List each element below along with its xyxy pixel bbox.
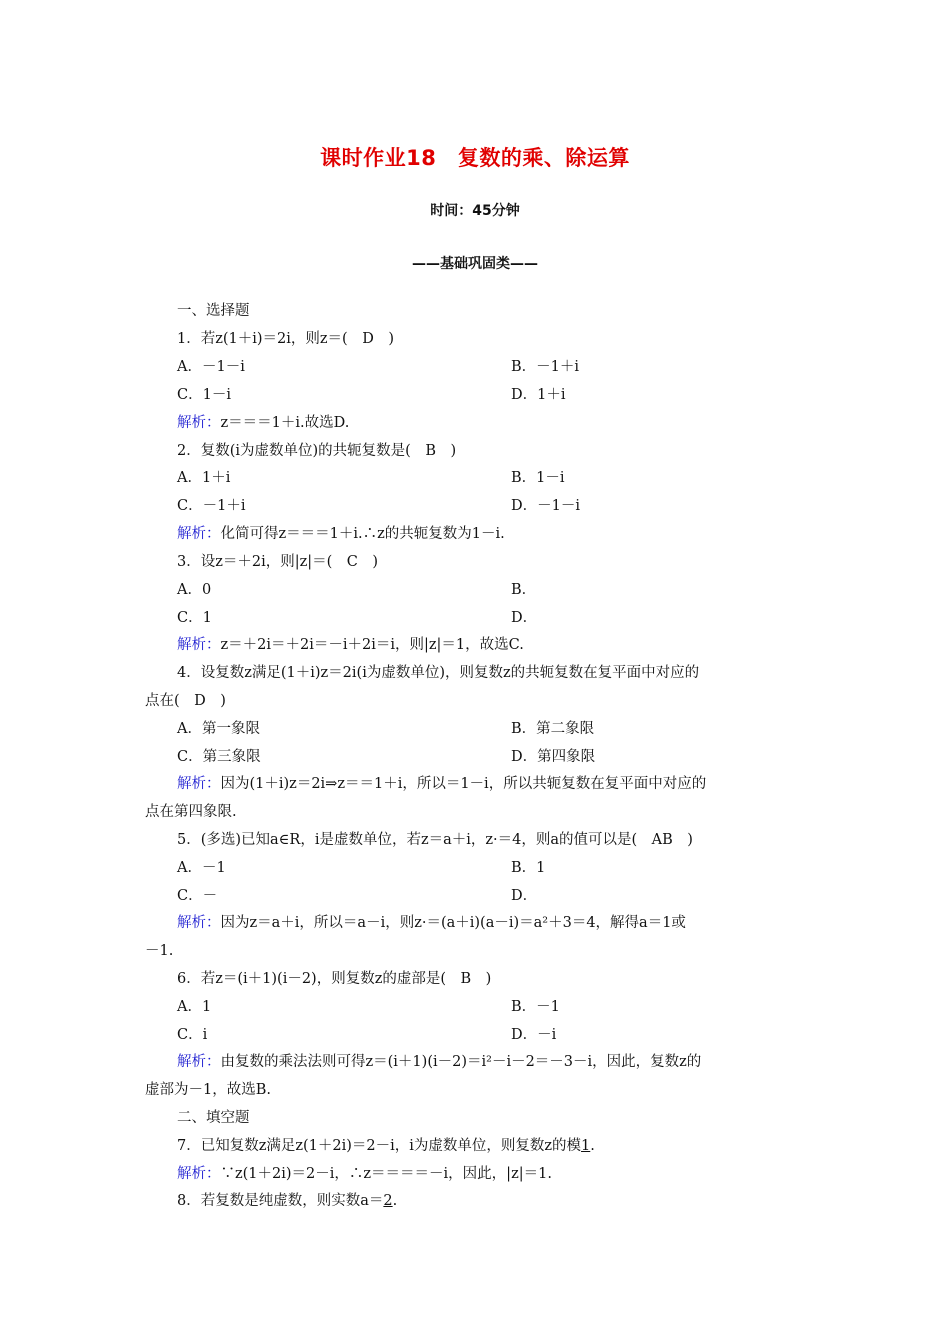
question-4-option-b: B．第二象限 bbox=[511, 721, 595, 737]
question-3-option-a: A．0 bbox=[177, 582, 212, 598]
question-1-option-a: A．－1－i bbox=[177, 359, 245, 375]
question-1-option-c: C．1－i bbox=[177, 387, 231, 403]
question-6-solution-cont: 虚部为－1，故选B. bbox=[145, 1082, 271, 1098]
question-4-option-c: C．第三象限 bbox=[177, 749, 261, 765]
question-5-stem: 5．(多选)已知a∈R，i是虚数单位，若z＝a＋i，z·＝4，则a的值可以是( AB ) bbox=[177, 832, 693, 848]
question-8-stem bbox=[177, 1191, 397, 1211]
solution-text: 化简可得z＝＝＝1＋i.∴z的共轭复数为1－i. bbox=[220, 526, 505, 542]
solution-text: z＝＝＝1＋i.故选D. bbox=[220, 415, 350, 431]
solution-label: 解析： bbox=[177, 415, 221, 431]
question-4-solution bbox=[177, 774, 706, 794]
question-3-solution bbox=[177, 635, 524, 655]
solution-label: 解析： bbox=[177, 776, 221, 792]
question-1-solution bbox=[177, 413, 349, 433]
solution-text: 因为(1＋i)z＝2i⇒z＝＝1＋i，所以＝1－i，所以共轭复数在复平面中对应的 bbox=[220, 776, 707, 792]
question-3-option-d: D． bbox=[511, 610, 538, 626]
question-7-stem bbox=[177, 1136, 595, 1156]
question-4-stem: 4．设复数z满足(1＋i)z＝2i(i为虚数单位)，则复数z的共轭复数在复平面中对应的 bbox=[177, 665, 700, 681]
solution-label: 解析： bbox=[177, 526, 221, 542]
question-4-option-d: D．第四象限 bbox=[511, 749, 596, 765]
part-heading-choice: 一、选择题 bbox=[177, 303, 250, 319]
question-5-option-b: B．1 bbox=[511, 860, 546, 876]
question-4-solution-cont: 点在第四象限. bbox=[145, 804, 237, 820]
question-4-option-a: A．第一象限 bbox=[177, 721, 260, 737]
solution-label: 解析： bbox=[177, 1054, 221, 1070]
question-4-stem-cont: 点在( D ) bbox=[145, 693, 226, 709]
question-2-option-c: C．－1＋i bbox=[177, 498, 246, 514]
question-5-option-a: A．－1 bbox=[177, 860, 226, 876]
question-7-answer: 1 bbox=[581, 1138, 591, 1154]
question-5-solution bbox=[177, 913, 686, 933]
question-7-solution bbox=[177, 1164, 552, 1184]
question-8-answer: 2 bbox=[383, 1193, 393, 1209]
solution-text: 因为z＝a＋i，所以＝a－i，则z·＝(a＋i)(a－i)＝a²＋3＝4，解得a＝1或 bbox=[220, 915, 686, 931]
solution-label: 解析： bbox=[177, 637, 221, 653]
solution-label: 解析： bbox=[177, 915, 221, 931]
section-heading: ——基础巩固类—— bbox=[412, 256, 538, 272]
question-2-stem: 2．复数(i为虚数单位)的共轭复数是( B ) bbox=[177, 443, 457, 459]
question-6-option-c: C．i bbox=[177, 1027, 208, 1043]
question-3-option-c: C．1 bbox=[177, 610, 212, 626]
question-1-stem: 1．若z(1＋i)＝2i，则z＝( D ) bbox=[177, 331, 394, 347]
question-3-option-b: B． bbox=[511, 582, 537, 598]
question-5-solution-cont: －1. bbox=[145, 943, 174, 959]
question-5-option-c: C．－ bbox=[177, 888, 218, 904]
question-2-option-b: B．1－i bbox=[511, 470, 565, 486]
question-7-text: 7．已知复数z满足z(1＋2i)＝2－i，i为虚数单位，则复数z的模 bbox=[177, 1138, 582, 1154]
question-2-option-d: D．－1－i bbox=[511, 498, 580, 514]
question-2-option-a: A．1＋i bbox=[177, 470, 231, 486]
question-6-option-d: D．－i bbox=[511, 1027, 557, 1043]
question-7-tail: . bbox=[590, 1138, 595, 1154]
question-6-stem: 6．若z＝(i＋1)(i－2)，则复数z的虚部是( B ) bbox=[177, 971, 492, 987]
solution-text: 由复数的乘法法则可得z＝(i＋1)(i－2)＝i²－i－2＝－3－i，因此，复数z的 bbox=[220, 1054, 702, 1070]
question-8-text: 8．若复数是纯虚数，则实数a＝ bbox=[177, 1193, 384, 1209]
question-8-tail: . bbox=[392, 1193, 398, 1209]
question-5-option-d: D． bbox=[511, 888, 538, 904]
question-6-option-b: B．－1 bbox=[511, 999, 560, 1015]
question-2-solution bbox=[177, 524, 505, 544]
solution-text: ∵z(1＋2i)＝2－i，∴z＝＝＝＝－i，因此，|z|＝1. bbox=[220, 1166, 552, 1182]
question-1-option-d: D．1＋i bbox=[511, 387, 566, 403]
page-title: 课时作业18 复数的乘、除运算 bbox=[320, 146, 630, 170]
solution-label: 解析： bbox=[177, 1166, 221, 1182]
question-6-option-a: A．1 bbox=[177, 999, 212, 1015]
time-limit: 时间：45分钟 bbox=[430, 203, 520, 219]
solution-text: z＝＋2i＝＋2i＝－i＋2i＝i，则|z|＝1，故选C. bbox=[220, 637, 524, 653]
question-3-stem: 3．设z＝＋2i，则|z|＝( C ) bbox=[177, 554, 379, 570]
question-1-option-b: B．－1＋i bbox=[511, 359, 580, 375]
part-heading-fill: 二、填空题 bbox=[177, 1110, 250, 1126]
question-6-solution bbox=[177, 1052, 701, 1072]
